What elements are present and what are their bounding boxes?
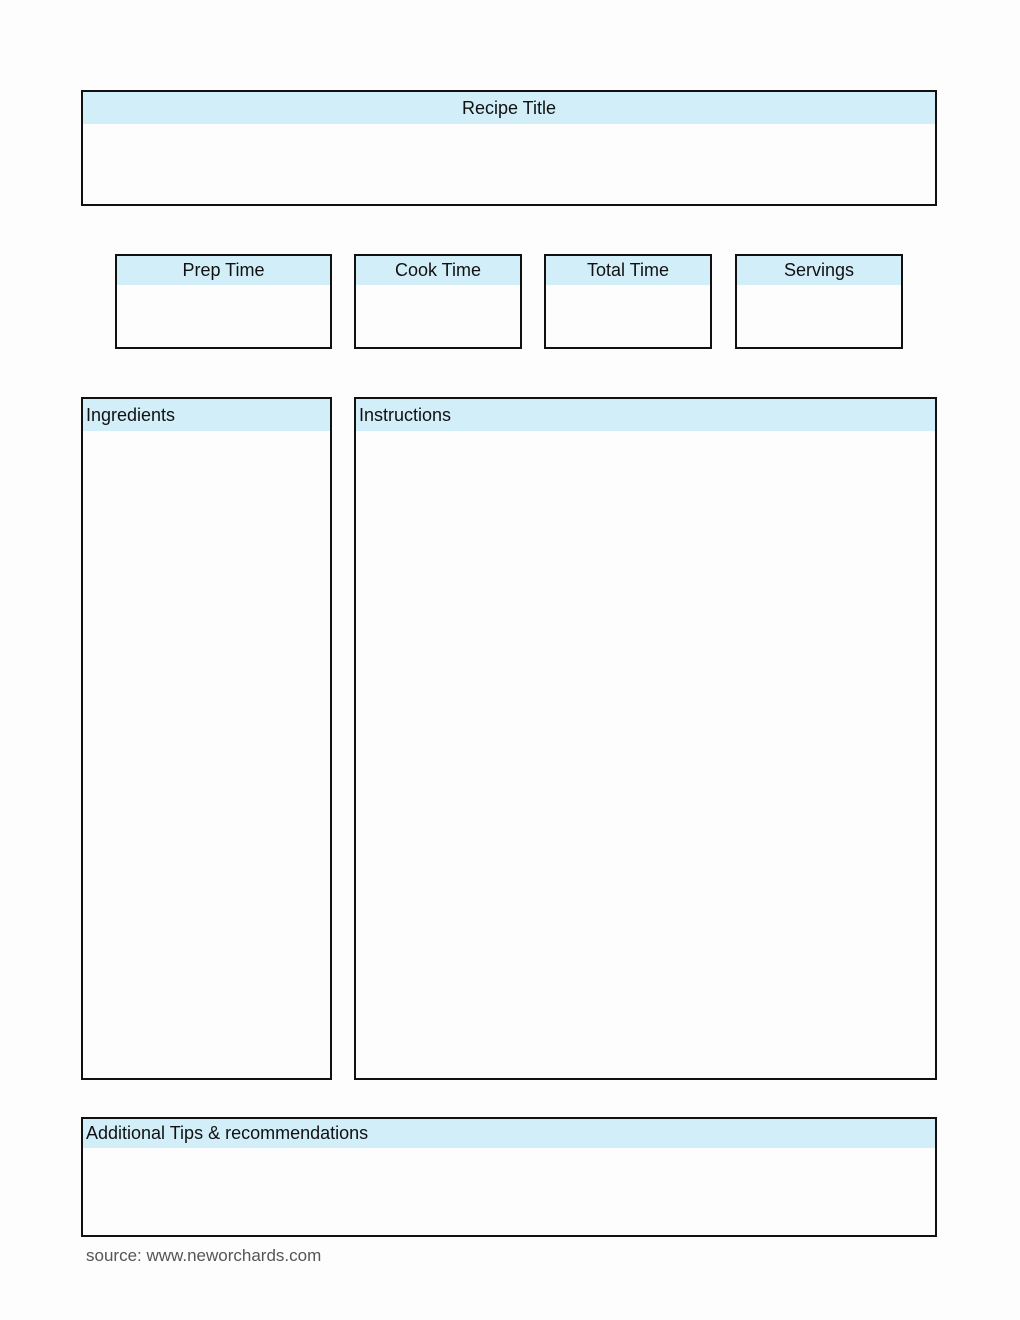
cook-time-box (354, 254, 522, 349)
instructions-box (354, 397, 937, 1080)
servings-box (735, 254, 903, 349)
recipe-title-box (81, 90, 937, 206)
servings-field[interactable] (737, 285, 901, 345)
total-time-field[interactable] (546, 285, 710, 345)
servings-header: Servings (737, 256, 901, 285)
cook-time-field[interactable] (356, 285, 520, 345)
total-time-box (544, 254, 712, 349)
instructions-field[interactable] (356, 431, 935, 1071)
total-time-header: Total Time (546, 256, 710, 285)
tips-header: Additional Tips & recommendations (83, 1119, 935, 1148)
tips-box (81, 1117, 937, 1237)
prep-time-header: Prep Time (117, 256, 330, 285)
instructions-header: Instructions (356, 399, 935, 431)
ingredients-field[interactable] (83, 431, 330, 1071)
source-footer: source: www.neworchards.com (86, 1246, 322, 1265)
cook-time-header: Cook Time (356, 256, 520, 285)
ingredients-box (81, 397, 332, 1080)
recipe-title-header: Recipe Title (83, 92, 935, 124)
prep-time-box (115, 254, 332, 349)
ingredients-header: Ingredients (83, 399, 330, 431)
tips-field[interactable] (83, 1148, 935, 1232)
recipe-title-field[interactable] (83, 124, 935, 204)
prep-time-field[interactable] (117, 285, 330, 345)
